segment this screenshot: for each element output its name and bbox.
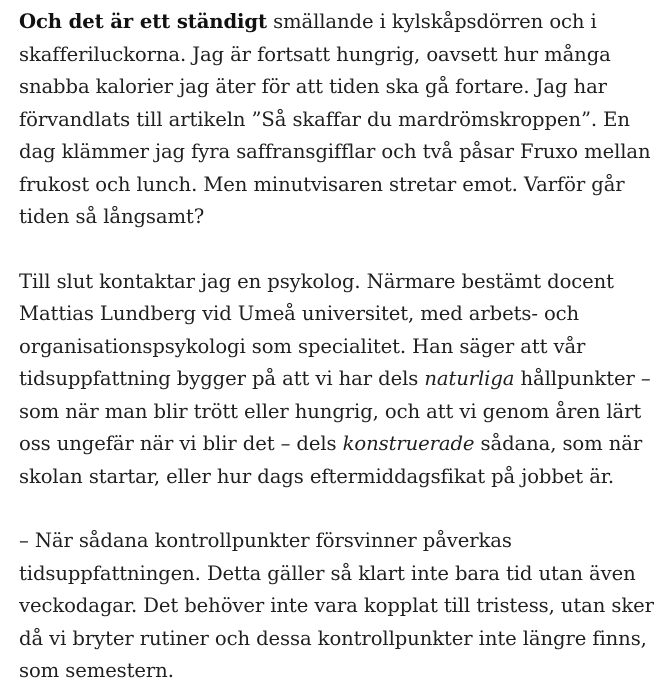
paragraph-2-text-3: sådana, som när skolan startar, eller hur dags eftermiddagsfikat på jobbet är. xyxy=(19,432,643,488)
emphasis-naturliga: naturliga xyxy=(424,367,515,390)
paragraph-2-text-1: Till slut kontaktar jag en psykolog. Närmare bestämt docent Mattias Lundberg vid Umeå universitet, med arbets- och organisationspsykologi som specialitet. Han säger att vår tidsuppfattning bygger på att vi har dels xyxy=(19,269,614,390)
paragraph-1 xyxy=(19,6,664,234)
paragraph-1-text: smällande i kylskåpsdörren och i skafferiluckorna. Jag är fortsatt hungrig, oavsett hur många snabba kalorier jag äter för att tiden ska gå fortare. Jag har förvandlats till artikeln ”Så skaffar du mardrömskroppen”. En dag klämmer jag fyra saffransgifflar och två påsar Fruxo mellan frukost och lunch. Men minutvisaren stretar emot. Varför går tiden så långsamt? xyxy=(19,10,651,228)
paragraph-2 xyxy=(19,266,664,494)
paragraph-2-text-2: hållpunkter – som när man blir trött eller hungrig, och att vi genom åren lärt oss ungefär när vi blir det – dels xyxy=(19,367,651,455)
paragraph-3 xyxy=(19,525,664,688)
emphasis-konstruerade: konstruerade xyxy=(342,432,475,455)
lead-in: Och det är ett ständigt xyxy=(19,10,267,33)
paragraph-3-text: – När sådana kontrollpunkter försvinner påverkas tidsuppfattningen. Detta gäller så klart inte bara tid utan även veckodagar. Det behöver inte vara kopplat till tristess, utan sker då vi bryter rutiner och dessa kontrollpunkter inte längre finns, som semestern. xyxy=(19,529,654,682)
